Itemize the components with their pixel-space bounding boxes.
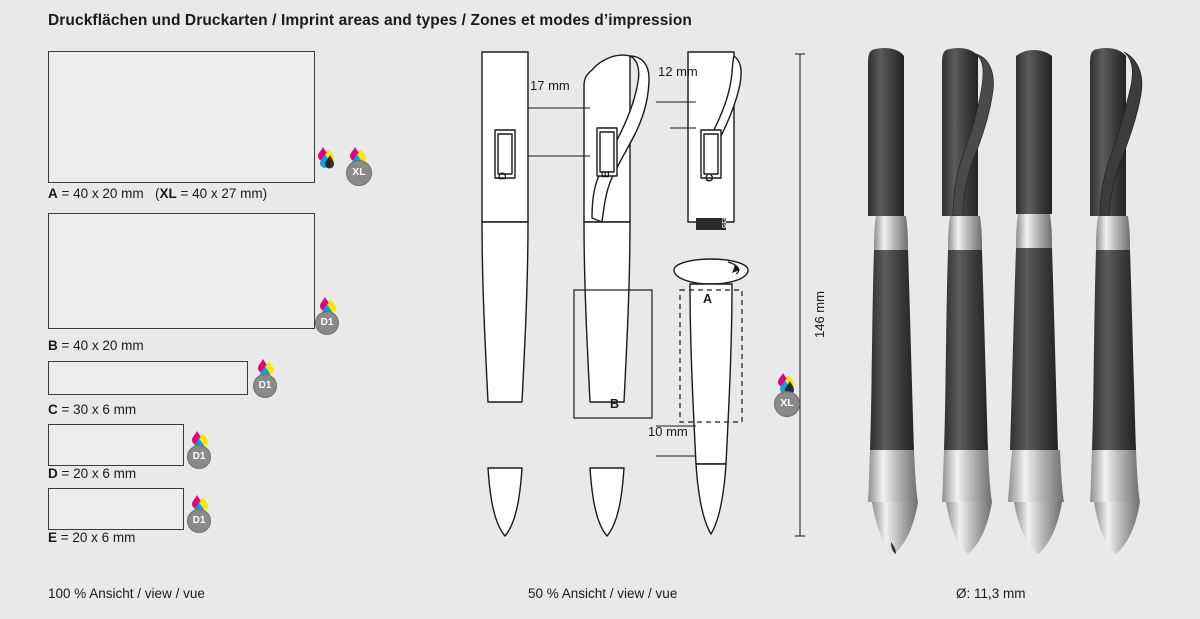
imprint-area-box-a (48, 51, 315, 183)
dim-label-10mm: 10 mm (648, 424, 688, 439)
footer-middle: 50 % Ansicht / view / vue (528, 586, 678, 601)
footer-right: Ø: 11,3 mm (956, 586, 1026, 601)
imprint-area-size-e: = 20 x 6 mm (57, 530, 136, 545)
imprint-area-label-b (48, 338, 144, 353)
imprint-area-box-c (48, 361, 248, 395)
dim-label-12mm: 12 mm (658, 64, 698, 79)
imprint-area-xl-open: ( (154, 186, 160, 201)
imprint-area-size-b: = 40 x 20 mm (57, 338, 144, 353)
page-title: Druckflächen und Druckarten / Imprint areas and types / Zones et modes d’impression (48, 12, 692, 29)
pen-germany-engraving: GERMANY (722, 198, 728, 228)
imprint-area-letter-d: D (48, 466, 58, 481)
pen-renderings (858, 44, 1168, 556)
imprint-area-letter-a: A (48, 186, 58, 201)
footer-left: 100 % Ansicht / view / vue (48, 586, 205, 601)
imprint-area-label-c (48, 402, 136, 417)
imprint-area-xl-tag: XL (159, 186, 177, 201)
imprint-area-letter-e: E (48, 530, 58, 545)
d1-badge-d: D1 (187, 445, 211, 469)
imprint-area-size-c: = 30 x 6 mm (57, 402, 137, 417)
imprint-area-box-b (48, 213, 315, 329)
d1-badge-c: D1 (253, 374, 277, 398)
imprint-area-box-d (48, 424, 184, 466)
imprint-area-letter-c: C (48, 402, 58, 417)
pen-area-letter-b: B (610, 397, 620, 411)
imprint-area-letter-b: B (48, 338, 58, 353)
xl-badge-pen: XL (774, 391, 800, 417)
pen-area-letter-d: D (497, 172, 509, 180)
d1-badge-e: D1 (187, 509, 211, 533)
imprint-area-label-a (48, 186, 267, 201)
imprint-area-label-d (48, 466, 136, 481)
imprint-area-size-a: = 40 x 20 mm (57, 186, 144, 201)
pen-technical-drawings (440, 40, 840, 560)
dim-label-17mm: 17 mm (530, 78, 570, 93)
pen-area-letter-e: E (600, 170, 612, 178)
imprint-area-size-d: = 20 x 6 mm (57, 466, 137, 481)
xl-badge-a: XL (346, 160, 372, 186)
cmyk-drop-icon (316, 146, 338, 170)
pen-area-letter-c: C (704, 174, 716, 182)
pen-area-letter-a: A (703, 292, 713, 306)
imprint-area-label-e (48, 530, 135, 545)
imprint-area-xl-size: = 40 x 27 mm) (176, 186, 268, 201)
dim-label-146mm: 146 mm (812, 291, 827, 338)
imprint-area-box-e (48, 488, 184, 530)
d1-badge-b: D1 (315, 311, 339, 335)
